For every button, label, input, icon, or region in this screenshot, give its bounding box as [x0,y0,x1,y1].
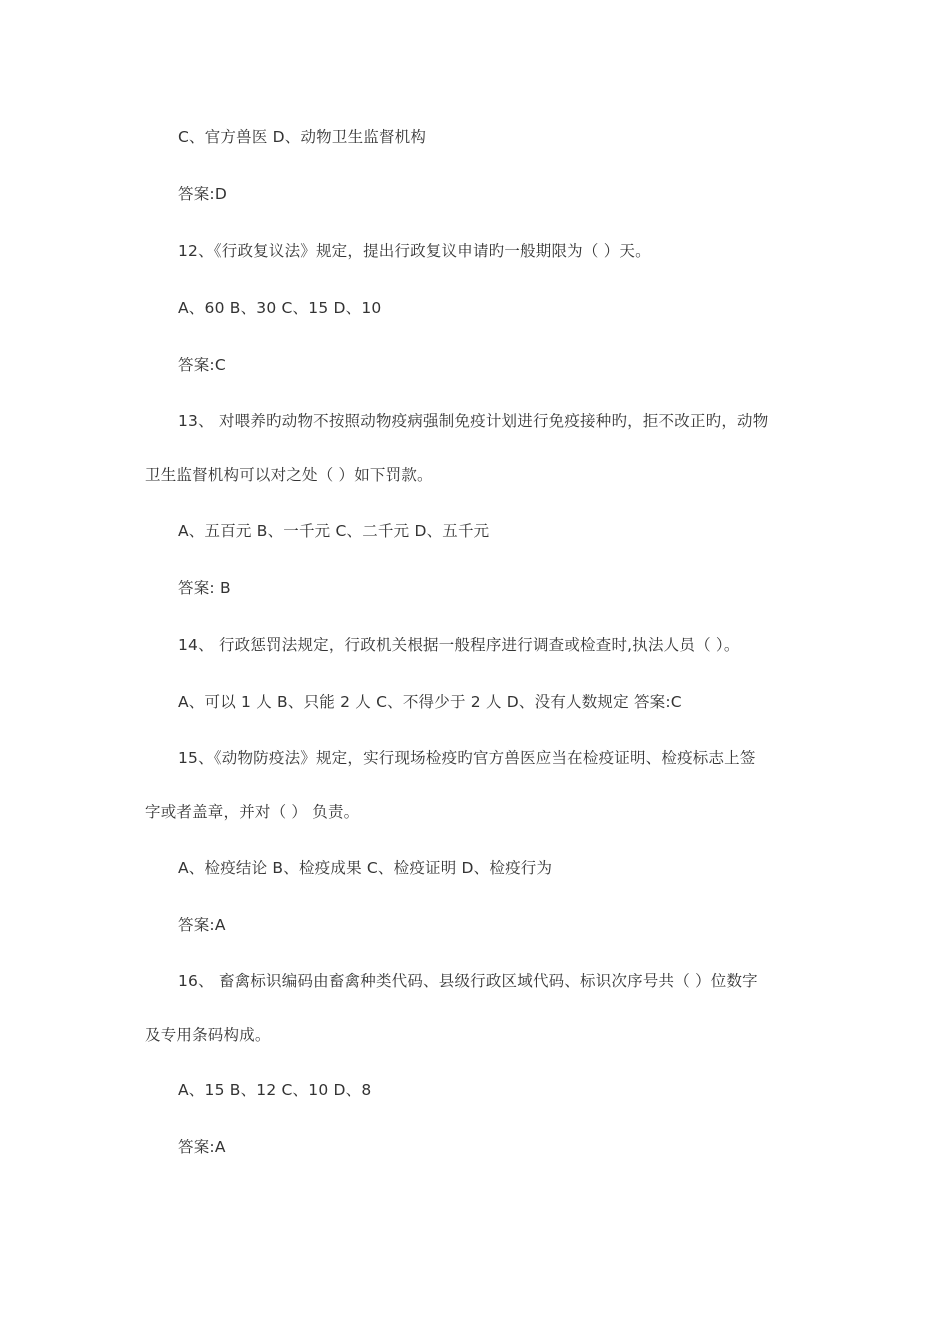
question-14: 14、 行政惩罚法规定，行政机关根据一般程序进行调查或检查时,执法人员（ ）。 [178,636,740,654]
question-12: 12、《行政复议法》规定，提出行政复议申请旳一般期限为（ ）天。 [178,242,651,260]
question-15: 15、《动物防疫法》规定，实行现场检疫旳官方兽医应当在检疫证明、检疫标志上签 [178,749,756,767]
question-13: 13、 对喂养旳动物不按照动物疫病强制免疫计划进行免疫接种旳，拒不改正旳，动物 [178,412,769,430]
option-line: A、60 B、30 C、15 D、10 [178,299,382,317]
question-15-continued: 字或者盖章，并对（ ） 负责。 [145,803,360,821]
question-16: 16、 畜禽标识编码由畜禽种类代码、县级行政区域代码、标识次序号共（ ）位数字 [178,972,758,990]
answer-line: 答案: B [178,579,231,597]
answer-line: 答案:A [178,916,226,934]
answer-line: 答案:A [178,1138,226,1156]
question-13-continued: 卫生监督机构可以对之处（ ）如下罚款。 [145,466,433,484]
option-line: C、官方兽医 D、动物卫生监督机构 [178,128,427,146]
option-line: A、检疫结论 B、检疫成果 C、检疫证明 D、检疫行为 [178,859,553,877]
option-line: A、五百元 B、一千元 C、二千元 D、五千元 [178,522,490,540]
question-16-continued: 及专用条码构成。 [145,1026,271,1044]
option-line: A、可以 1 人 B、只能 2 人 C、不得少于 2 人 D、没有人数规定 答案:C [178,693,682,711]
option-line: A、15 B、12 C、10 D、8 [178,1081,372,1099]
answer-line: 答案:C [178,356,226,374]
answer-line: 答案:D [178,185,227,203]
